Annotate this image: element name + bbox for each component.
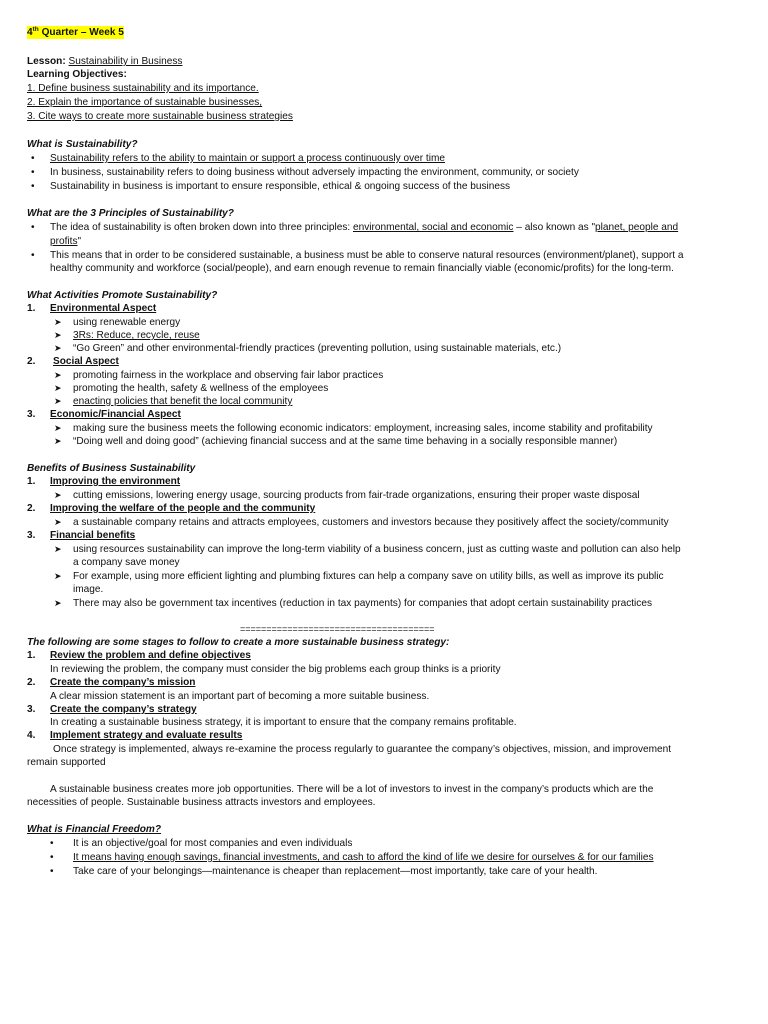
aspect-title: Environmental Aspect (50, 303, 157, 314)
arrow-point: using resources sustainability can improve the long-term viability of a business concern, just as cutting waste and pollution can also help (73, 544, 681, 555)
step-text: In creating a sustainable business strategy, it is important to ensure that the company remains profitable. (50, 717, 517, 728)
arrowhead-icon: ➤ (54, 490, 62, 500)
arrow-point: “Doing well and doing good” (achieving financial success and at the same time behaving in a socially responsible manner) (73, 436, 618, 447)
benefit-title: Financial benefits (50, 530, 136, 541)
arrowhead-icon: ➤ (54, 383, 62, 393)
bullet-icon: • (31, 167, 35, 178)
section-heading: Benefits of Business Sustainability (27, 463, 196, 474)
divider-line: ===================================== (240, 624, 435, 634)
bullet-text: Sustainability refers to the ability to maintain or support a process continuously over time (50, 153, 445, 164)
list-number: 3. (27, 704, 36, 715)
bullet-icon: • (31, 153, 35, 164)
bullet-text-cont: profits" (50, 236, 82, 247)
list-number: 2. (27, 677, 36, 688)
section-heading: What is Sustainability? (27, 139, 138, 150)
bullet-text: It is an objective/goal for most companies and even individuals (73, 838, 353, 849)
arrow-point: enacting policies that benefit the local community (73, 396, 293, 407)
arrow-point: making sure the business meets the following economic indicators: employment, increasing sales, income stability and profitability (73, 423, 653, 434)
arrow-point: There may also be government tax incentives (reduction in tax payments) for companies that adopt certain sustainability practices (73, 598, 652, 609)
step-text-cont: remain supported (27, 757, 106, 768)
arrowhead-icon: ➤ (54, 517, 62, 527)
list-number: 2. (27, 503, 36, 514)
aspect-title: Economic/Financial Aspect (50, 409, 181, 420)
arrowhead-icon: ➤ (54, 423, 62, 433)
bullet-icon: • (50, 838, 54, 849)
arrowhead-icon: ➤ (54, 598, 62, 608)
arrowhead-icon: ➤ (54, 330, 62, 340)
section-heading: What Activities Promote Sustainability? (27, 290, 218, 301)
objective-item: 1. Define business sustainability and its importance. (27, 83, 259, 94)
arrowhead-icon: ➤ (54, 436, 62, 446)
arrowhead-icon: ➤ (54, 343, 62, 353)
arrow-point: a sustainable company retains and attracts employees, customers and investors because they positively affect the society/community (73, 517, 669, 528)
list-number: 1. (27, 476, 36, 487)
bullet-icon: • (31, 181, 35, 192)
step-text: A clear mission statement is an important part of becoming a more suitable business. (50, 691, 430, 702)
bullet-icon: • (31, 250, 35, 261)
arrow-point-cont: image. (73, 584, 104, 595)
step-title: Review the problem and define objectives (50, 650, 251, 661)
bullet-text: In business, sustainability refers to doing business without adversely impacting the environment, community, or society (50, 167, 579, 178)
list-number: 3. (27, 530, 36, 541)
aspect-title: Social Aspect (53, 356, 119, 367)
arrow-point: 3Rs: Reduce, recycle, reuse (73, 330, 200, 341)
arrow-point: promoting the health, safety & wellness of the employees (73, 383, 329, 394)
arrow-point: promoting fairness in the workplace and observing fair labor practices (73, 370, 384, 381)
objective-item: 3. Cite ways to create more sustainable business strategies (27, 111, 293, 122)
bullet-icon: • (50, 852, 54, 863)
bullet-icon: • (31, 222, 35, 233)
benefit-title: Improving the welfare of the people and the community (50, 503, 316, 514)
objective-item: 2. Explain the importance of sustainable businesses, (27, 97, 263, 108)
bullet-icon: • (50, 866, 54, 877)
step-title: Create the company’s mission (50, 677, 196, 688)
bullet-text: This means that in order to be considered sustainable, a business must be able to conserve natural resources (environment/planet), support a (50, 250, 684, 261)
arrow-point: cutting emissions, lowering energy usage, sourcing products from fair-trade organizations, ensuring their proper waste disposal (73, 490, 640, 501)
lesson-title: Sustainability in Business (68, 56, 183, 67)
bullet-text: The idea of sustainability is often broken down into three principles: environmental, social and economic – also known as "planet, people and (50, 222, 679, 233)
section-heading: What are the 3 Principles of Sustainability? (27, 208, 234, 219)
arrowhead-icon: ➤ (54, 370, 62, 380)
list-number: 3. (27, 409, 36, 420)
summary-paragraph-cont: necessities of people. Sustainable business attracts investors and employees. (27, 797, 376, 808)
step-title: Create the company’s strategy (50, 704, 197, 715)
bullet-text: It means having enough savings, financial investments, and cash to afford the kind of life we desire for ourselves & for our families (73, 852, 654, 863)
section-heading: What is Financial Freedom? (27, 824, 162, 835)
benefit-title: Improving the environment (50, 476, 181, 487)
lesson-line: Lesson: Sustainability in Business (27, 56, 183, 67)
learning-objectives-heading: Learning Objectives: (27, 69, 127, 80)
summary-paragraph: A sustainable business creates more job opportunities. There will be a lot of investors to invest in the company’s products which are the (50, 784, 654, 795)
arrowhead-icon: ➤ (54, 571, 62, 581)
step-text: Once strategy is implemented, always re-examine the process regularly to guarantee the company’s objectives, mission, and improvement (53, 744, 672, 755)
list-number: 4. (27, 730, 36, 741)
arrow-point: using renewable energy (73, 317, 181, 328)
quarter-week-header: 4th Quarter – Week 5 (27, 26, 124, 38)
arrow-point: For example, using more efficient lighting and plumbing fixtures can help a company save on utility bills, as well as improve its public (73, 571, 664, 582)
bullet-text: Take care of your belongings—maintenance is cheaper than replacement—most importantly, take care of your health. (73, 866, 598, 877)
section-heading: The following are some stages to follow to create a more sustainable business strategy: (27, 637, 450, 648)
list-number: 2. (27, 356, 36, 367)
step-text: In reviewing the problem, the company must consider the big problems each group thinks is a priority (50, 664, 501, 675)
list-number: 1. (27, 303, 36, 314)
list-number: 1. (27, 650, 36, 661)
bullet-text: Sustainability in business is important to ensure responsible, ethical & ongoing success of the business (50, 181, 511, 192)
bullet-text-cont: healthy community and workforce (social/people), and earn enough revenue to remain financially viable (economic/profits) for the long-term. (50, 263, 674, 274)
arrow-point-cont: a company save money (73, 557, 180, 568)
arrowhead-icon: ➤ (54, 396, 62, 406)
step-title: Implement strategy and evaluate results (50, 730, 243, 741)
arrowhead-icon: ➤ (54, 544, 62, 554)
arrow-point: “Go Green” and other environmental-friendly practices (preventing pollution, using sustainable materials, etc.) (73, 343, 562, 354)
arrowhead-icon: ➤ (54, 317, 62, 327)
